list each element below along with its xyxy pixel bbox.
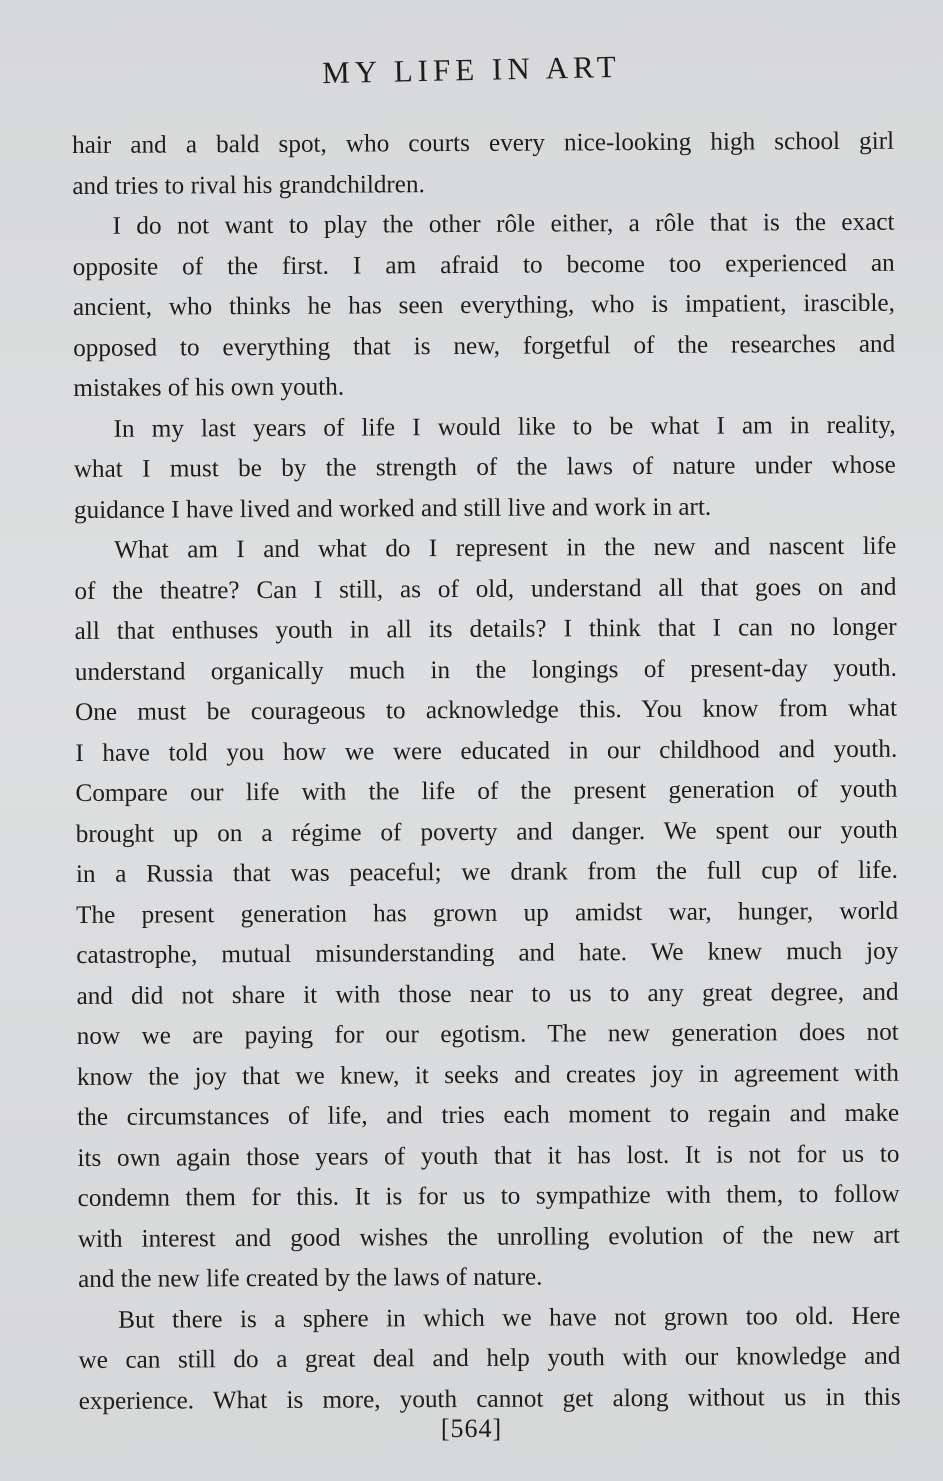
page-number: [564] — [440, 1414, 503, 1443]
text-line: what I must be by the strength of the laws of nature under whose — [73, 451, 896, 483]
text-line: What am I and what do I represent in the new and nascent life — [114, 532, 897, 564]
text-line: understand organically much in the longings of present-day youth. — [74, 654, 897, 686]
text-line: and the new life created by the laws of nature. — [77, 1263, 543, 1293]
text-line: I do not want to play the other rôle either, a rôle that is the exact — [112, 208, 895, 240]
text-line: mistakes of his own youth. — [73, 373, 345, 402]
text-line: hair and a bald spot, who courts every nice-looking high school girl — [72, 127, 895, 159]
text-line: opposed to everything that is new, forgetful of the researches and — [73, 330, 896, 362]
text-line: I have told you how we were educated in our childhood and youth. — [75, 735, 898, 767]
text-line: One must be courageous to acknowledge this. You know from what — [75, 694, 898, 726]
text-line: brought up on a régime of poverty and danger. We spent our youth — [75, 816, 898, 848]
text-line: now we are paying for our egotism. The new generation does not — [76, 1018, 899, 1050]
text-line: experience. What is more, youth cannot get along without us in this — [78, 1383, 901, 1415]
text-line: all that enthuses youth in all its details? I think that I can no longer — [74, 613, 897, 645]
body-text — [72, 122, 901, 1422]
text-line: in a Russia that was peaceful; we drank from the full cup of life. — [75, 856, 898, 888]
running-head: MY LIFE IN ART — [321, 48, 622, 91]
text-line: Compare our life with the life of the present generation of youth — [75, 775, 898, 807]
text-line: and did not share it with those near to us to any great degree, and — [76, 978, 899, 1010]
text-line: of the theatre? Can I still, as of old, understand all that goes on and — [74, 573, 897, 605]
text-line: In my last years of life I would like to be what I am in reality, — [113, 411, 896, 443]
text-line: opposite of the first. I am afraid to become too experienced an — [72, 249, 895, 281]
text-line: the circumstances of life, and tries each moment to regain and make — [77, 1099, 900, 1131]
text-line: ancient, who thinks he has seen everything, who is impatient, irascible, — [72, 289, 896, 321]
text-line: condemn them for this. It is for us to sympathize with them, to follow — [77, 1180, 900, 1212]
text-line: we can still do a great deal and help youth with our knowledge and — [78, 1342, 901, 1374]
text-line: its own again those years of youth that it has lost. It is not for us to — [77, 1140, 900, 1172]
text-line: But there is a sphere in which we have not grown too old. Here — [118, 1302, 901, 1334]
text-line: and tries to rival his grandchildren. — [72, 170, 425, 200]
text-line: guidance I have lived and worked and still live and work in art. — [73, 493, 712, 524]
text-line: with interest and good wishes the unrolling evolution of the new art — [77, 1221, 900, 1253]
text-line: The present generation has grown up amidst war, hunger, world — [76, 897, 899, 929]
text-line: know the joy that we knew, it seeks and creates joy in agreement with — [76, 1059, 900, 1091]
text-line: catastrophe, mutual misunderstanding and hate. We knew much joy — [76, 937, 899, 969]
